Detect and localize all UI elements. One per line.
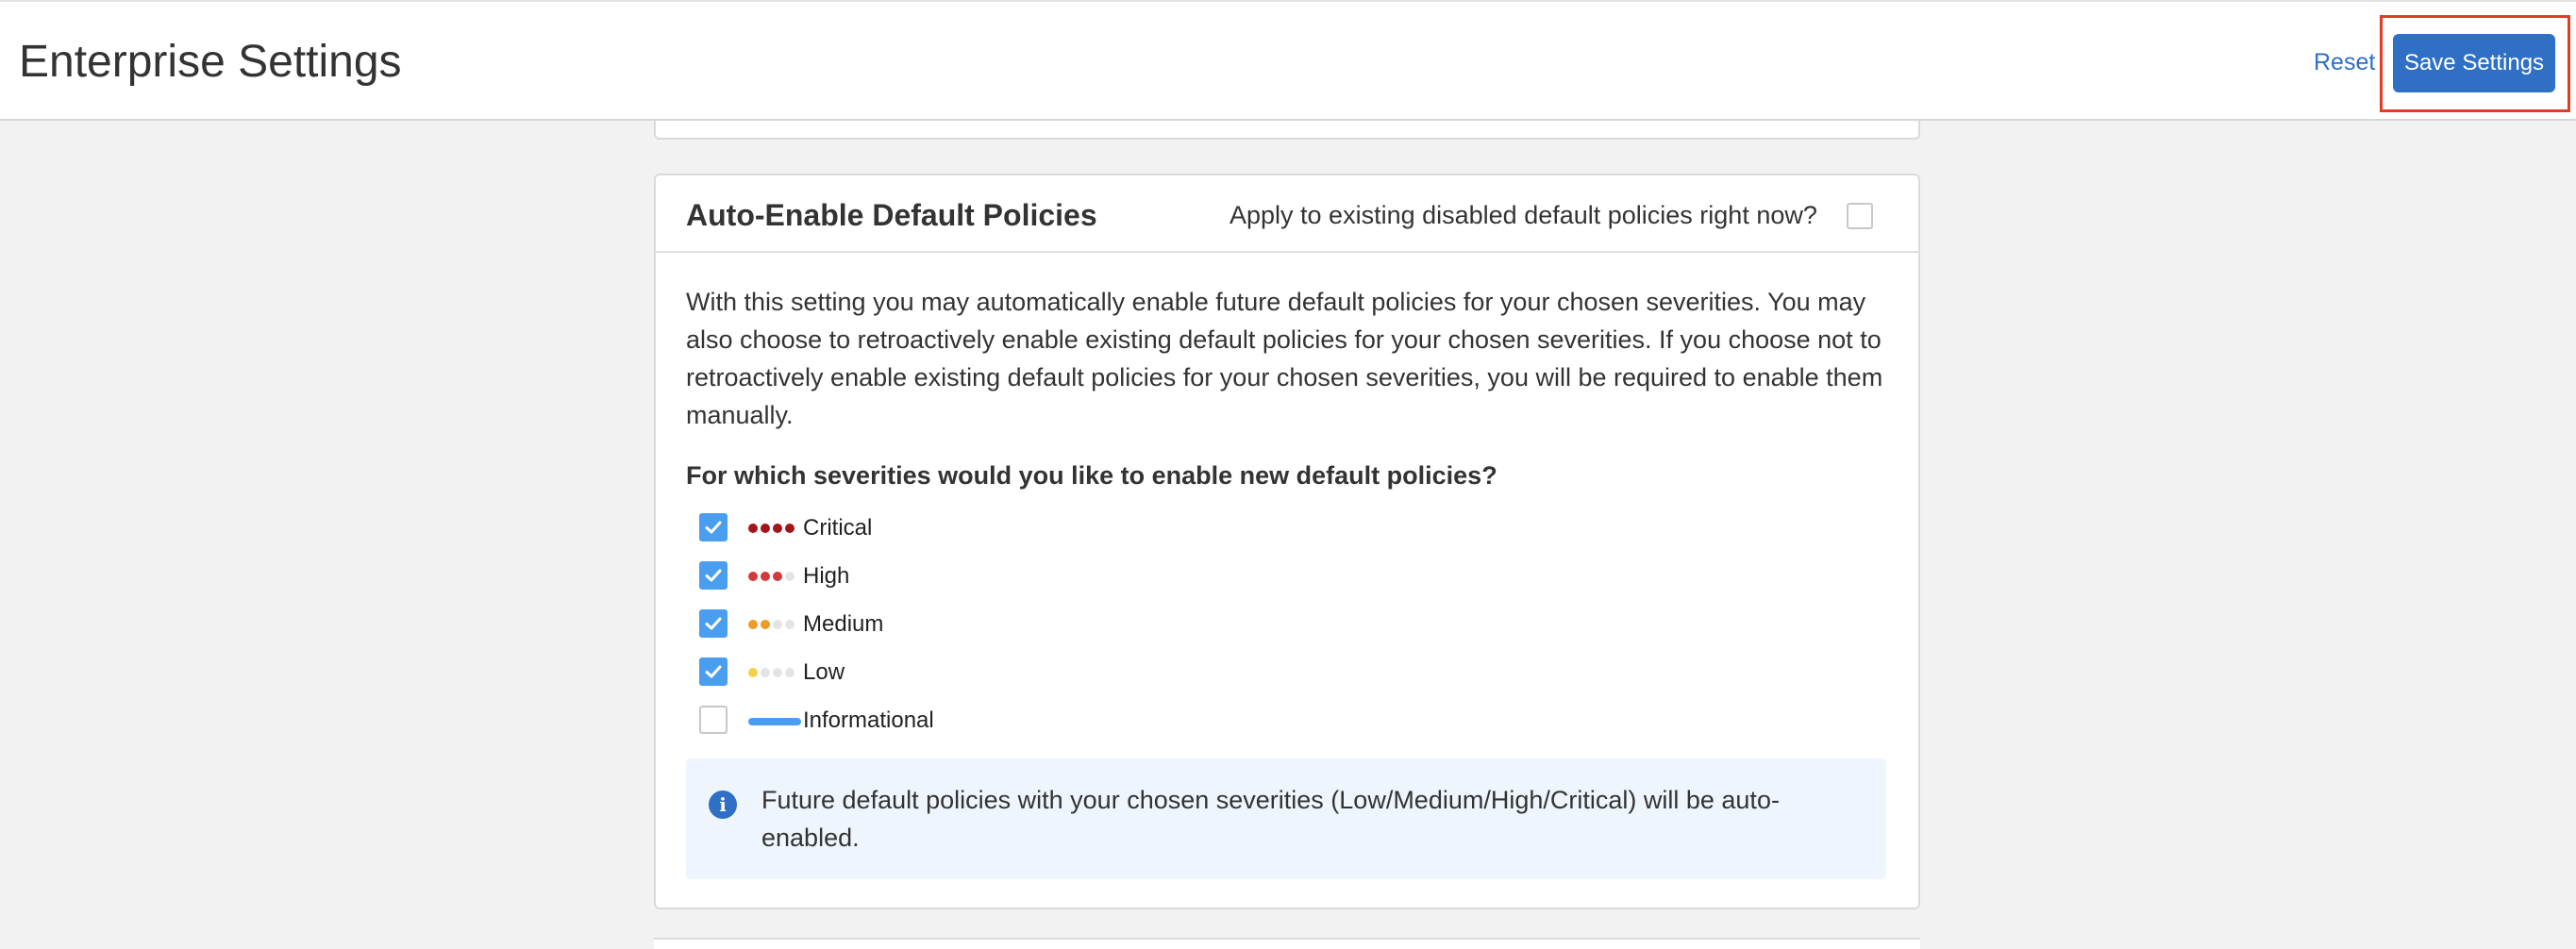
info-text: Future default policies with your chosen severities (Low/Medium/High/Critical) will be auto-enabled. (761, 786, 1780, 852)
severity-dot (773, 524, 782, 533)
auto-enable-policies-card (654, 174, 1920, 909)
card-description: With this setting you may automatically enable future default policies for your chosen severities. You may also choose to retroactively enable existing default policies for your chosen severities. If you choose not to retroactively enable existing default policies for your chosen severities, you will be required to enable them manually. (686, 288, 1883, 429)
severity-label: Critical (803, 515, 873, 541)
page-title: Enterprise Settings (19, 37, 402, 87)
severity-dot (773, 668, 782, 677)
severity-dots-icon (748, 667, 803, 678)
severity-dot (761, 524, 770, 533)
info-callout (686, 758, 1886, 879)
severity-checkbox[interactable] (699, 513, 728, 541)
severity-dots-icon (748, 619, 803, 630)
checkmark-icon (705, 568, 722, 583)
info-circle-icon: i (709, 791, 737, 819)
severity-question: For which severities would you like to enable new default policies? (686, 461, 1497, 490)
severity-checkbox[interactable] (699, 609, 728, 638)
severity-dots-icon (748, 523, 803, 534)
severity-dots-icon (748, 571, 803, 582)
apply-existing-checkbox[interactable] (1847, 203, 1873, 229)
severity-dot (748, 524, 758, 533)
severity-dot (748, 668, 758, 677)
checkmark-icon (705, 520, 722, 535)
apply-existing-label: Apply to existing disabled default policies right now? (1229, 201, 1817, 229)
checkmark-icon (705, 664, 722, 679)
severity-checkbox[interactable] (699, 706, 728, 734)
severity-label: Low (803, 659, 845, 685)
informational-bar-icon (748, 718, 801, 725)
severity-dot (761, 620, 770, 629)
severity-dot (761, 668, 770, 677)
severity-dot (761, 572, 770, 581)
severity-dot (785, 572, 795, 581)
severity-dot (773, 572, 782, 581)
severity-dot (785, 668, 795, 677)
top-bar (0, 0, 2576, 121)
severity-dot (785, 620, 795, 629)
severity-dot (785, 524, 795, 533)
card-header (656, 175, 1918, 253)
previous-card (654, 121, 1920, 140)
severity-dot (773, 620, 782, 629)
severity-dot (748, 572, 758, 581)
save-settings-button[interactable]: Save Settings (2393, 34, 2555, 92)
card-title: Auto-Enable Default Policies (686, 198, 1097, 232)
severity-label: Medium (803, 611, 884, 637)
reset-link[interactable]: Reset (2314, 49, 2376, 75)
severity-checkbox[interactable] (699, 561, 728, 590)
next-card (654, 938, 1920, 949)
severity-checkbox[interactable] (699, 658, 728, 686)
severity-label: High (803, 563, 850, 589)
severity-dot (748, 620, 758, 629)
severity-label: Informational (803, 708, 934, 733)
checkmark-icon (705, 616, 722, 631)
